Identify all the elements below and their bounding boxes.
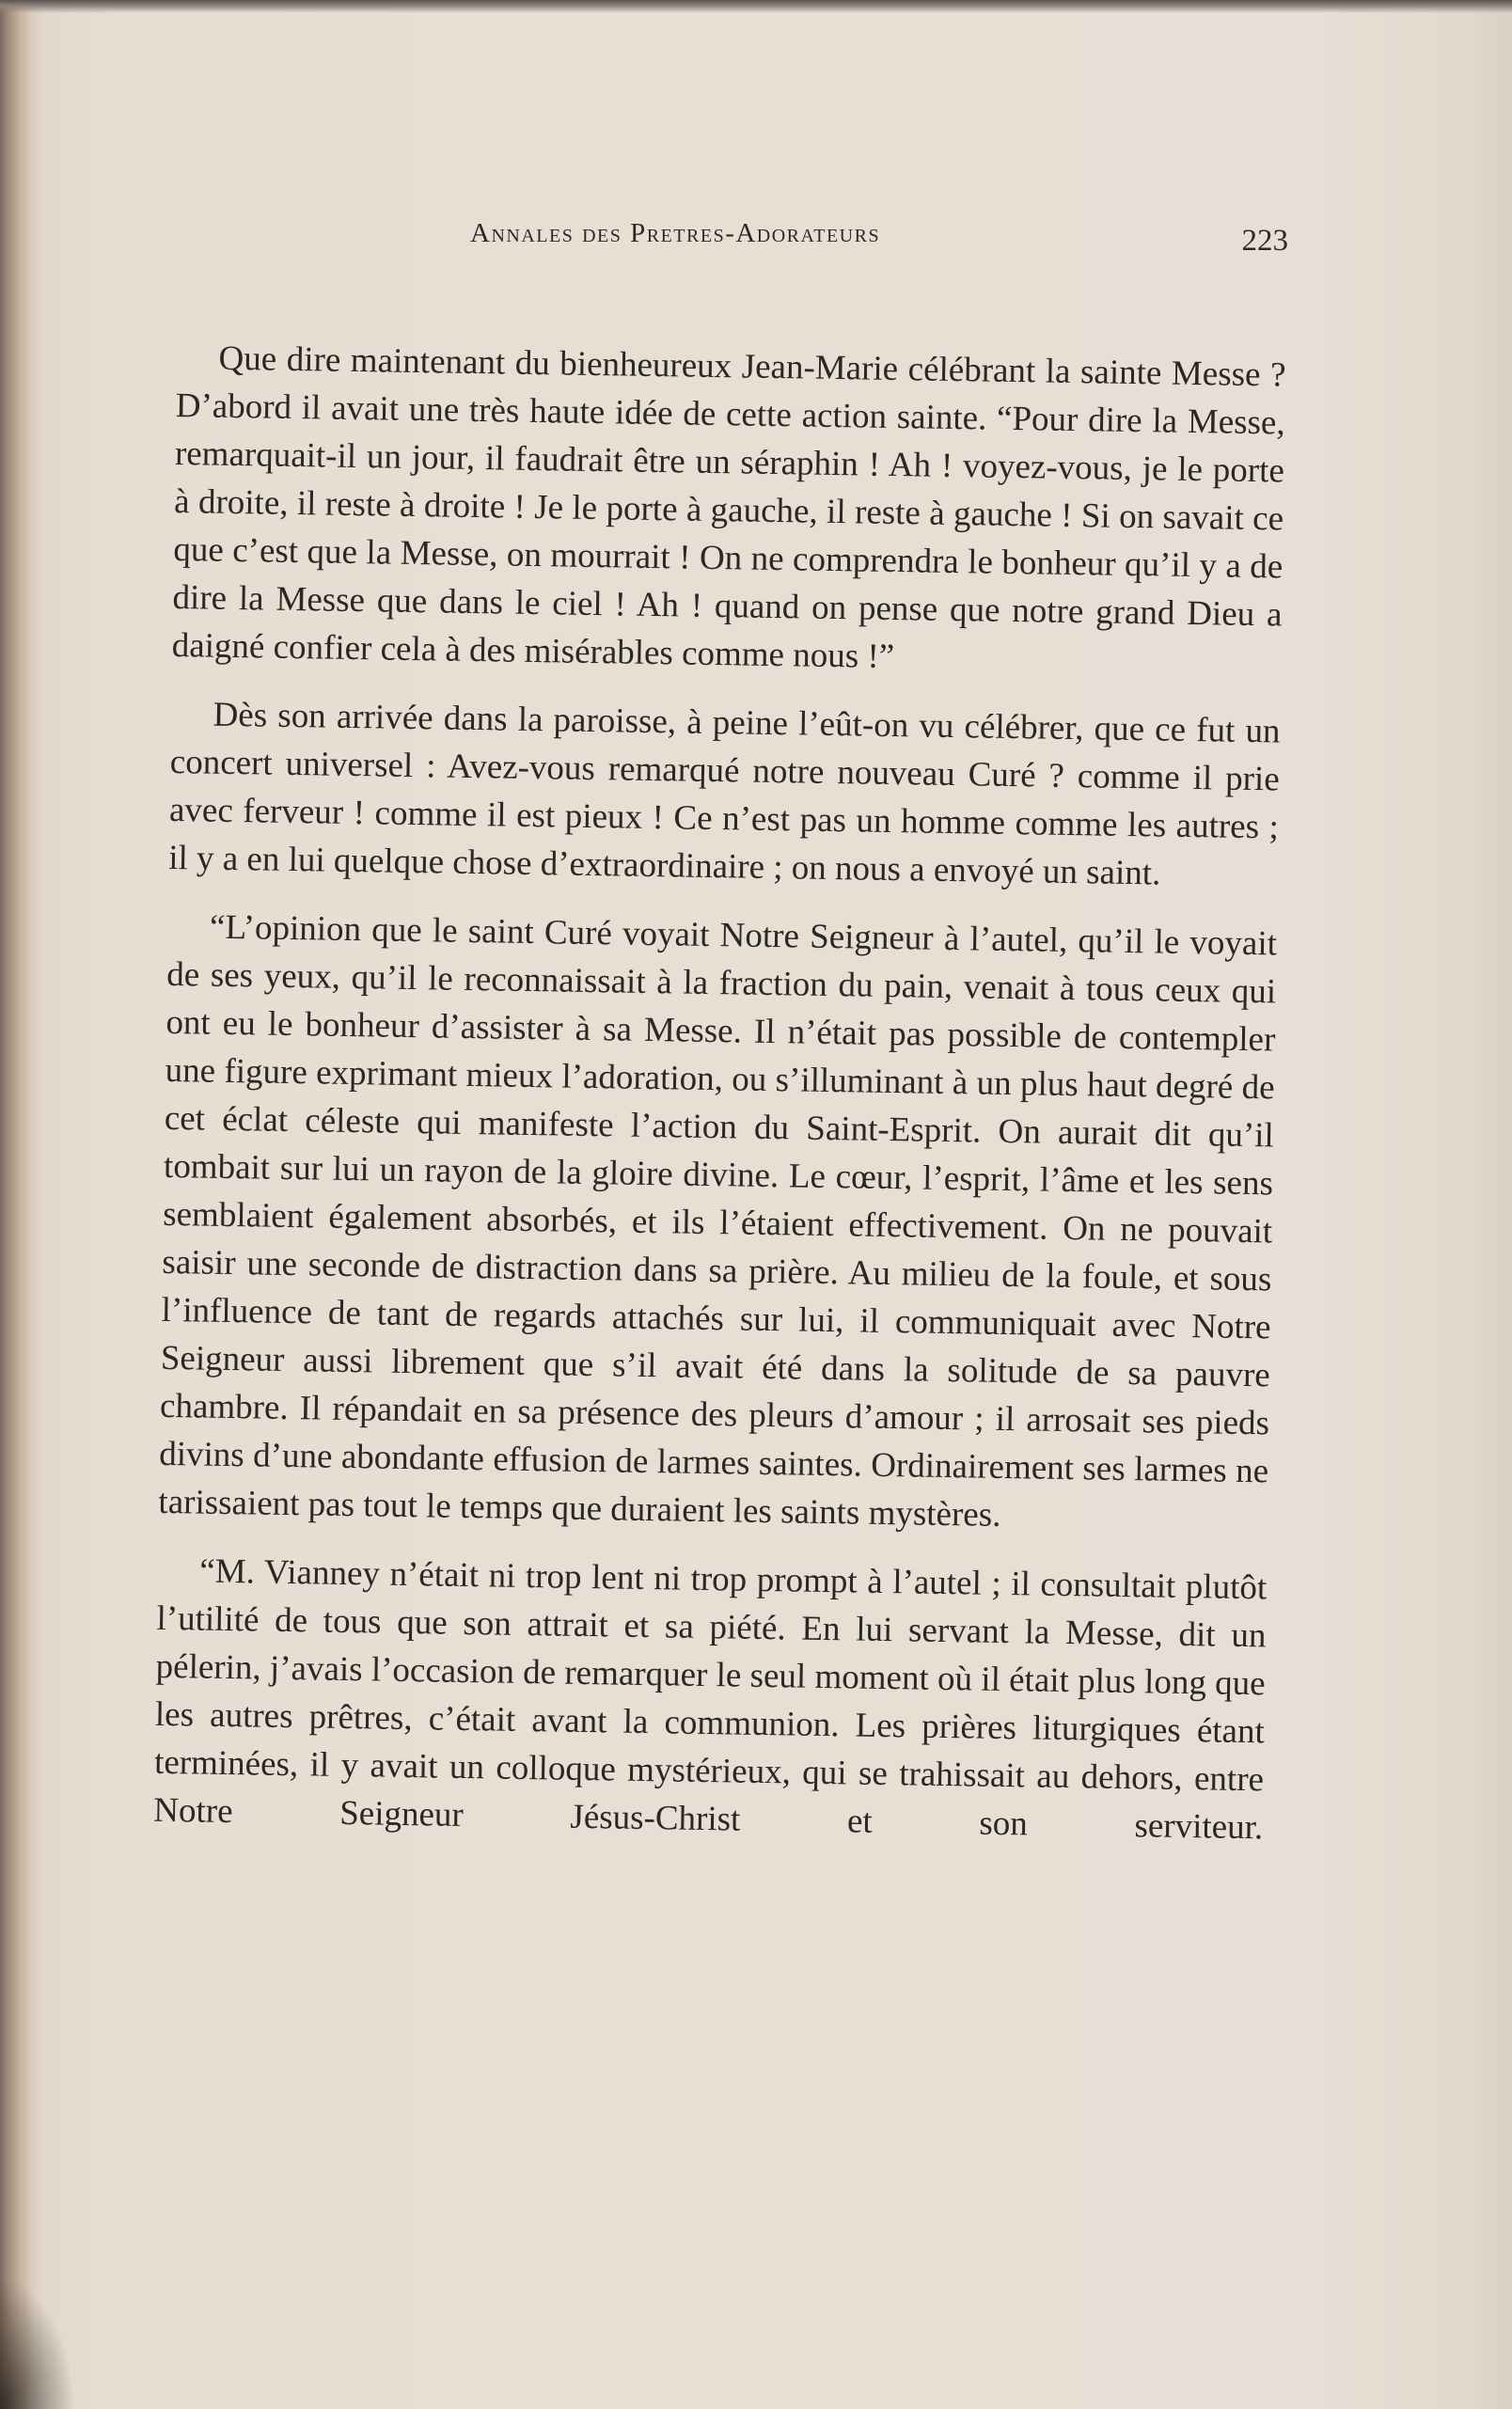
running-title: Annales des Pretres-Adorateurs bbox=[470, 218, 881, 248]
paragraph-3: “L’opinion que le saint Curé voyait Notre Seigneur à l’autel, qu’il le voyait de ses yeux, qu’il le reconnaissait à la fraction du pain, venait à tous ceux qui ont eu le bonheur d’assister à sa Messe. Il n’était pas possible de contempler une figure exprimant mieux l’adoration, ou s’illuminant à un plus haut degré de cet éclat céleste qui manifeste l’action du Saint-Esprit. On aurait dit qu’il tombait sur lui un rayon de la gloire divine. Le cœur, l’esprit, l’âme et les sens semblaient également absorbés, et ils l’étaient effectivement. On ne pouvait saisir une seconde de distraction dans sa prière. Au milieu de la foule, et sous l’influence de tant de regards attachés sur lui, il communiquait avec Notre Seigneur aussi librement que s’il avait été dans la solitude de sa pauvre chambre. Il répandait en sa présence des pleurs d’amour ; il arrosait ses pieds divins d’une abondante effusion de larmes saintes. Ordinairement ses larmes ne tarissaient pas tout le temps que duraient les saints mystères. bbox=[158, 907, 1278, 1535]
page-corner-shadow bbox=[0, 2277, 75, 2409]
page-top-edge bbox=[0, 0, 1512, 13]
paragraph-1: Que dire maintenant du bienheureux Jean-Marie célébrant la sainte Messe ? D’abord il avait une très haute idée de cette action sainte. “Pour dire la Messe, remarquait-il un jour, il faudrait être un séraphin ! Ah ! voyez-vous, je le porte à droite, il reste à droite ! Je le porte à gauche, il reste à gauche ! Si on savait ce que c’est que la Messe, on mourrait ! On ne comprendra le bonheur qu’il y a de dire la Messe que dans le ciel ! Ah ! quand on pense que notre grand Dieu a daigné confier cela à des misérables comme nous !” bbox=[171, 339, 1286, 677]
page-number: 223 bbox=[1241, 224, 1288, 258]
paragraph-4: “M. Vianney n’était ni trop lent ni trop prompt à l’autel ; il consultait plutôt l’utilité de tous que son attrait et sa piété. En lui servant la Messe, dit un pélerin, j’avais l’occasion de remarquer le seul moment où il était plus long que les autres prêtres, c’était avant la communion. Les prières liturgiques étant terminées, il y avait un colloque mystérieux, qui se trahissait au dehors, entre Notre Seigneur Jésus-Christ et son serviteur. bbox=[153, 1551, 1268, 1848]
book-gutter bbox=[0, 0, 32, 2409]
running-header bbox=[179, 218, 1288, 275]
body-text bbox=[153, 334, 1286, 1872]
paragraph-2: Dès son arrivée dans la paroisse, à peine l’eût-on vu célébrer, que ce fut un concert universel : Avez-vous remarqué notre nouveau Curé ? comme il prie avec ferveur ! comme il est pieux ! Ce n’est pas un homme comme les autres ; il y a en lui quelque chose d’extraordinaire ; on nous a envoyé un saint. bbox=[167, 695, 1281, 893]
